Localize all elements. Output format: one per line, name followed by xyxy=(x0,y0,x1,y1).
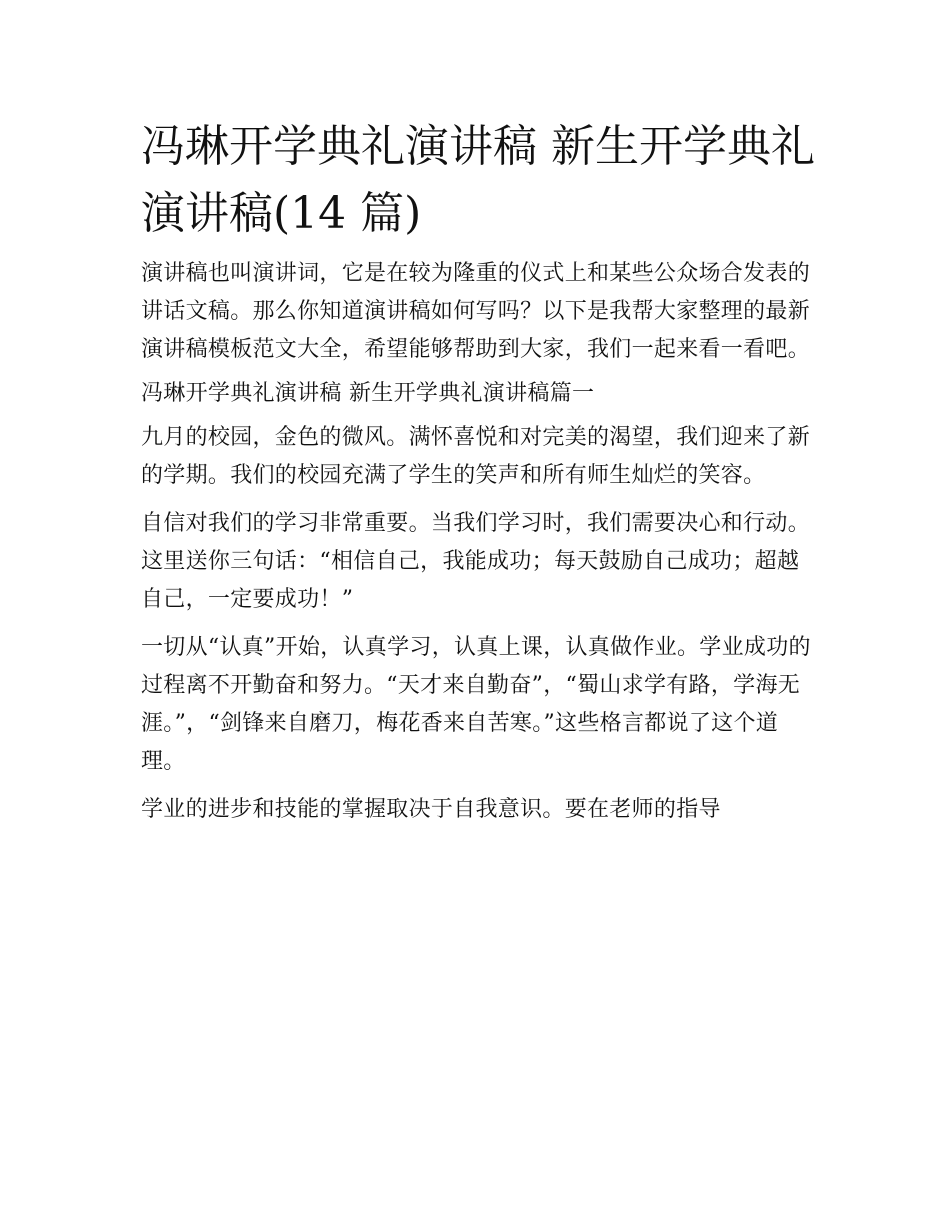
body-paragraph-3: 一切从“认真”开始，认真学习，认真上课，认真做作业。学业成功的过程离不开勤奋和努力。“天才来自勤奋”，“蜀山求学有路，学海无涯。”，“剑锋来自磨刀，梅花香来自苦寒。”这些格言都说了这个道理。 xyxy=(141,635,811,774)
body-paragraph-1: 九月的校园，金色的微风。满怀喜悦和对完美的渴望，我们迎来了新的学期。我们的校园充满了学生的笑声和所有师生灿烂的笑容。 xyxy=(141,425,811,488)
body-paragraph-4: 学业的进步和技能的掌握取决于自我意识。要在老师的指导 xyxy=(141,797,721,822)
document-title: 冯琳开学典礼演讲稿 新生开学典礼演讲稿(14 篇) xyxy=(141,121,815,239)
intro-paragraph: 演讲稿也叫演讲词，它是在较为隆重的仪式上和某些公众场合发表的讲话文稿。那么你知道演讲稿如何写吗？以下是我帮大家整理的最新演讲稿模板范文大全，希望能够帮助到大家，我们一起来看一看吧。 xyxy=(141,261,811,362)
body-paragraph-2: 自信对我们的学习非常重要。当我们学习时，我们需要决心和行动。这里送你三句话：“相信自己，我能成功；每天鼓励自己成功；超越自己，一定要成功！” xyxy=(141,511,811,612)
section-heading: 冯琳开学典礼演讲稿 新生开学典礼演讲稿篇一 xyxy=(141,381,595,406)
document-body xyxy=(141,113,817,829)
